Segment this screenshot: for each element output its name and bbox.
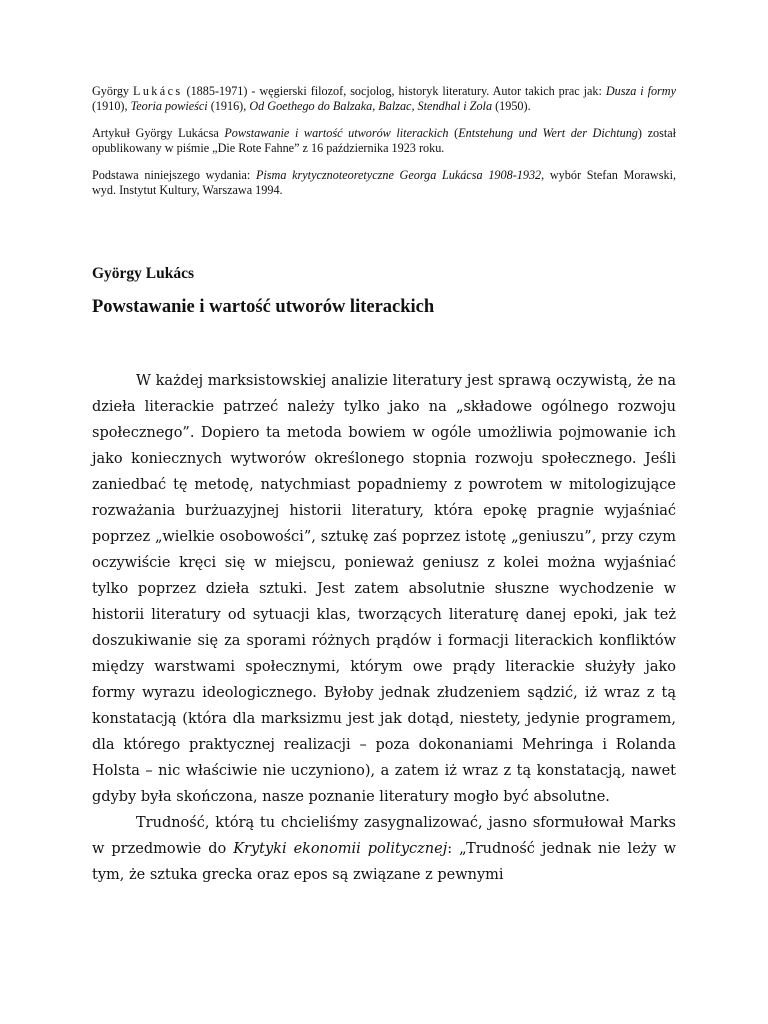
source-book-title: Pisma krytycznoteoretyczne Georga Lukácsa 1908-1932 [255,168,542,182]
edition-source-note [92,168,676,198]
paragraph-text: Trudność, którą tu chcieliśmy zasygnalizować, jasno sformułował Marks w przedmowie do [92,815,676,857]
article-title-de: Entstehung und Wert der Dichtung [458,126,638,140]
bio-name-spaced: Lukács [132,84,183,98]
bio-work-title: Dusza i formy [605,84,677,98]
source-note-text: , wybór Stefan Morawski, wyd. Instytut Kultury, Warszawa 1994. [92,168,676,197]
source-note-text: Podstawa niniejszego wydania: [92,168,256,182]
bio-text: (1916), [207,99,250,113]
article-publication-note [92,126,676,156]
article-title-pl: Powstawanie i wartość utworów literackich [224,126,449,140]
article-note-text: ) został opublikowany w piśmie „Die Rote Fahne” z 16 października 1923 roku. [92,126,676,155]
paragraph-text: : „Trudność jednak nie leży w tym, że sztuka grecka oraz epos są związane z pewnymi [92,841,676,883]
bio-text: (1950). [492,99,531,113]
bio-name-first: György [92,84,130,98]
cited-work-title: Krytyki ekonomii politycznej [233,841,448,857]
author-bio-note [92,84,676,114]
bio-text: (1885-1971) - węgierski filozof, socjolog, historyk literatury. Autor takich prac jak: [182,84,606,98]
body-paragraph-2 [92,810,676,888]
bio-text: (1910), [92,99,131,113]
article-title: Powstawanie i wartość utworów literackich [92,297,435,317]
article-author: György Lukács [92,265,195,282]
article-note-text: ( [448,126,459,140]
body-paragraph-1: W każdej marksistowskiej analizie literatury jest sprawą oczywistą, że na dzieła literackie patrzeć należy tylko jako na „składowe ogólnego rozwoju społecznego”. Dopiero ta metoda bowiem w ogóle umożliwia pojmowanie ich jako koniecznych wytworów określonego stopnia rozwoju społecznego. Jeśli zaniedbać tę metodę, natychmiast popadniemy z powrotem w mitologizujące rozważania burżuazyjnej historii literatury, która epokę pragnie wyjaśniać poprzez „wielkie osobowości”, sztukę zaś poprzez istotę „geniuszu”, przy czym oczywiście kręci się w miejscu, ponieważ geniusz z kolei można wyjaśniać tylko poprzez dzieła sztuki. Jest zatem absolutnie słuszne wychodzenie w historii literatury od sytuacji klas, tworzących literaturę danej epoki, jak też doszukiwanie się za sporami różnych prądów i formacji literackich konfliktów między warstwami społecznymi, którym owe prądy literackie służyły jako formy wyrazu ideologicznego. Byłoby jednak złudzeniem sądzić, iż wraz z tą konstatacją (która dla marksizmu jest jak dotąd, niestety, jedynie programem, dla którego praktycznej realizacji – poza dokonaniami Mehringa i Rolanda Holsta – nic właściwie nie uczyniono), a zatem iż wraz z tą konstatacją, nawet gdyby była skończona, nasze poznanie literatury mogło być absolutne. [92,373,676,805]
bio-work-title: Teoria powieści [130,99,208,113]
document-page [92,84,676,888]
article-note-text: Artykuł György Lukácsa [92,126,225,140]
bio-work-title: Od Goethego do Balzaka, Balzac, Stendhal i Zola [249,99,493,113]
